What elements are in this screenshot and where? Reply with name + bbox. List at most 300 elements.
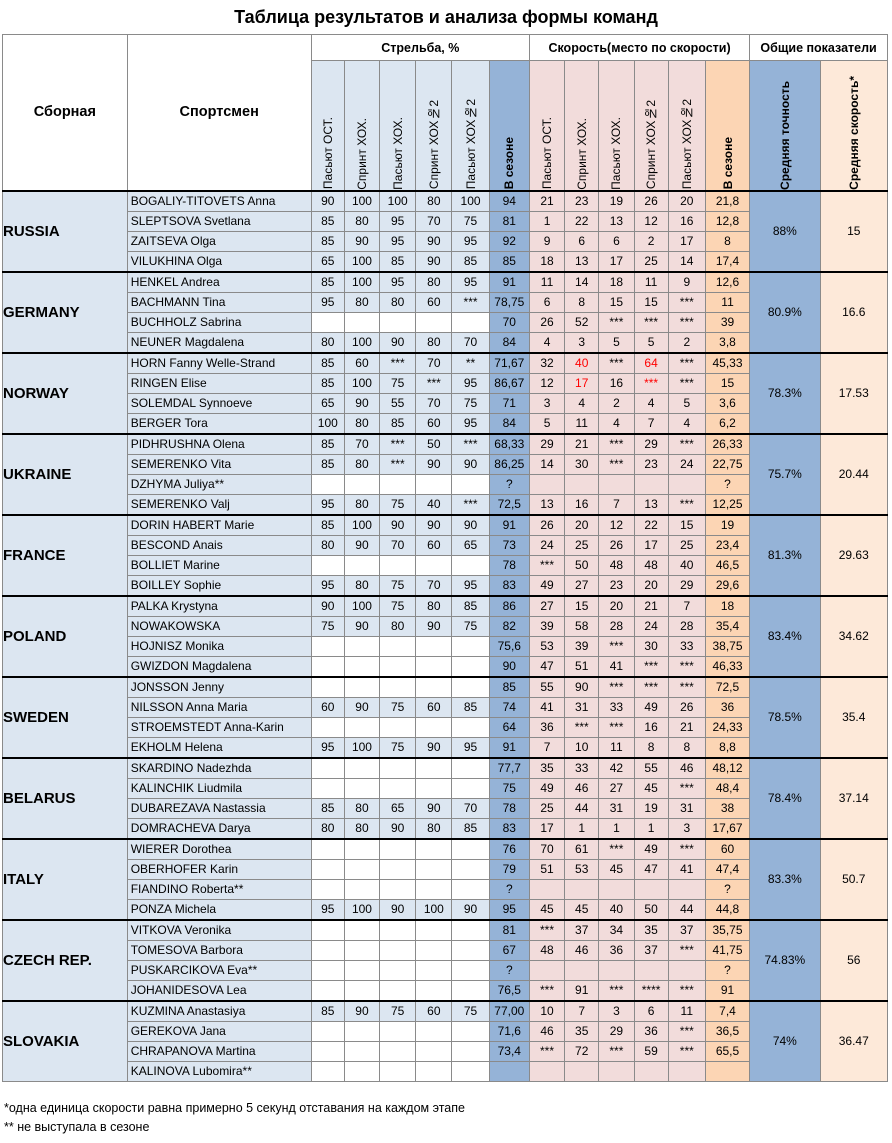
speed-cell: *** (668, 312, 705, 332)
shooting-cell: 60 (416, 413, 452, 434)
header-speed: Скорость(место по скорости) (529, 35, 749, 61)
speed-cell: 46 (529, 1021, 564, 1041)
shooting-cell (344, 717, 379, 737)
speed-season-cell: 36 (705, 697, 749, 717)
shooting-cell: 90 (380, 332, 416, 353)
speed-cell: 13 (634, 494, 668, 515)
shooting-cell: 90 (452, 899, 489, 920)
speed-cell: 15 (668, 515, 705, 536)
speed-cell: 6 (565, 231, 599, 251)
shooting-cell (380, 960, 416, 980)
shooting-season-cell: 94 (489, 191, 529, 212)
speed-cell: *** (668, 1041, 705, 1061)
athlete-name: BOLLIET Marine (127, 555, 311, 575)
shooting-cell (380, 920, 416, 941)
speed-season-cell: ? (705, 879, 749, 899)
speed-season-cell: 46,5 (705, 555, 749, 575)
speed-cell: *** (599, 717, 634, 737)
shooting-cell: 80 (416, 596, 452, 617)
speed-cell: 16 (668, 211, 705, 231)
speed-cell: 50 (634, 899, 668, 920)
shooting-cell: 100 (344, 373, 379, 393)
shooting-cell (416, 960, 452, 980)
speed-season-cell: 48,4 (705, 778, 749, 798)
speed-cell (634, 1061, 668, 1081)
shooting-cell: 90 (344, 393, 379, 413)
shooting-cell (416, 839, 452, 860)
speed-cell: *** (565, 717, 599, 737)
speed-cell: 58 (565, 616, 599, 636)
speed-cell: 90 (565, 677, 599, 698)
speed-cell: 2 (668, 332, 705, 353)
speed-cell: *** (668, 839, 705, 860)
speed-cell: 72 (565, 1041, 599, 1061)
speed-cell: 46 (565, 778, 599, 798)
athlete-name: BERGER Tora (127, 413, 311, 434)
speed-cell: 48 (529, 940, 564, 960)
shooting-cell: 40 (416, 494, 452, 515)
shooting-cell (311, 1061, 344, 1081)
speed-cell: 61 (565, 839, 599, 860)
shooting-cell (344, 636, 379, 656)
table-row (3, 434, 888, 455)
speed-cell (529, 474, 564, 494)
shooting-cell (311, 980, 344, 1001)
shooting-cell (311, 636, 344, 656)
athlete-name: SOLEMDAL Synnoeve (127, 393, 311, 413)
shooting-cell: 80 (416, 191, 452, 212)
speed-season-cell: 24,33 (705, 717, 749, 737)
speed-cell (565, 1061, 599, 1081)
speed-season-cell: 91 (705, 980, 749, 1001)
shooting-cell: 95 (452, 737, 489, 758)
shooting-cell (344, 758, 379, 779)
shooting-cell: 85 (311, 373, 344, 393)
speed-cell: 28 (599, 616, 634, 636)
speed-cell: 4 (565, 393, 599, 413)
shooting-cell: 95 (380, 231, 416, 251)
speed-cell: *** (668, 940, 705, 960)
team-avg-accuracy: 74.83% (750, 920, 820, 1001)
speed-season-cell: 60 (705, 839, 749, 860)
shooting-cell (380, 1061, 416, 1081)
speed-cell: 23 (599, 575, 634, 596)
shooting-cell: 85 (380, 413, 416, 434)
speed-cell: 49 (529, 778, 564, 798)
speed-cell: 21 (529, 191, 564, 212)
shooting-cell: 80 (380, 292, 416, 312)
team-name: ITALY (3, 839, 128, 920)
athlete-name: BESCOND Anais (127, 535, 311, 555)
athlete-name: GWIZDON Magdalena (127, 656, 311, 677)
athlete-name: HOJNISZ Monika (127, 636, 311, 656)
shooting-cell: 80 (344, 413, 379, 434)
shooting-cell: 90 (311, 596, 344, 617)
results-table (2, 34, 888, 1082)
speed-cell (668, 879, 705, 899)
shooting-cell: 65 (311, 251, 344, 272)
speed-cell: 5 (668, 393, 705, 413)
speed-season-cell: 45,33 (705, 353, 749, 374)
speed-cell (529, 960, 564, 980)
shooting-cell (311, 474, 344, 494)
team-name: BELARUS (3, 758, 128, 839)
shooting-season-cell: 75 (489, 778, 529, 798)
speed-cell: 34 (599, 920, 634, 941)
shooting-cell: 60 (416, 1001, 452, 1022)
shooting-cell: 80 (311, 332, 344, 353)
speed-cell: 8 (565, 292, 599, 312)
speed-cell: 25 (634, 251, 668, 272)
shooting-season-cell: 83 (489, 818, 529, 839)
shooting-cell: 90 (380, 818, 416, 839)
shooting-cell: 100 (344, 596, 379, 617)
speed-season-cell: 19 (705, 515, 749, 536)
speed-season-cell: 26,33 (705, 434, 749, 455)
shooting-cell: 60 (416, 697, 452, 717)
athlete-name: DUBAREZAVA Nastassia (127, 798, 311, 818)
speed-season-cell: 6,2 (705, 413, 749, 434)
table-row (3, 272, 888, 293)
athlete-name: KALINOVA Lubomira** (127, 1061, 311, 1081)
shooting-cell: 95 (452, 413, 489, 434)
shooting-cell (416, 980, 452, 1001)
table-row (3, 515, 888, 536)
shooting-cell: 95 (380, 211, 416, 231)
athlete-name: JOHANIDESOVA Lea (127, 980, 311, 1001)
speed-cell (599, 960, 634, 980)
shooting-cell (344, 879, 379, 899)
speed-cell: 18 (529, 251, 564, 272)
speed-season-cell: 38 (705, 798, 749, 818)
speed-cell: 3 (599, 1001, 634, 1022)
speed-cell: 20 (565, 515, 599, 536)
shooting-cell: 90 (344, 697, 379, 717)
shooting-season-cell: ? (489, 960, 529, 980)
shooting-season-cell: 91 (489, 272, 529, 293)
athlete-name: PONZA Michela (127, 899, 311, 920)
shooting-season-cell: 72,5 (489, 494, 529, 515)
speed-cell: 14 (529, 454, 564, 474)
speed-cell: 26 (529, 515, 564, 536)
header-overall: Общие показатели (750, 35, 888, 61)
speed-cell: 22 (565, 211, 599, 231)
speed-cell: 17 (668, 231, 705, 251)
speed-cell: *** (634, 312, 668, 332)
shooting-season-cell: 83 (489, 575, 529, 596)
shooting-cell: 100 (380, 191, 416, 212)
shooting-cell: 90 (344, 231, 379, 251)
speed-cell: 42 (599, 758, 634, 779)
athlete-name: PIDHRUSHNA Olena (127, 434, 311, 455)
athlete-name: STROEMSTEDT Anna-Karin (127, 717, 311, 737)
athlete-name: PALKA Krystyna (127, 596, 311, 617)
speed-cell: 5 (634, 332, 668, 353)
shooting-cell (311, 555, 344, 575)
shooting-cell: 75 (452, 1001, 489, 1022)
speed-cell: *** (599, 353, 634, 374)
shooting-cell: 80 (416, 272, 452, 293)
athlete-name: NILSSON Anna Maria (127, 697, 311, 717)
speed-cell: *** (634, 677, 668, 698)
speed-season-cell: 3,6 (705, 393, 749, 413)
shooting-cell: 80 (311, 535, 344, 555)
speed-cell: 47 (634, 859, 668, 879)
speed-cell: 26 (634, 191, 668, 212)
speed-season-cell: 21,8 (705, 191, 749, 212)
speed-cell: 6 (599, 231, 634, 251)
team-name: POLAND (3, 596, 128, 677)
speed-cell: *** (668, 494, 705, 515)
speed-cell: 51 (529, 859, 564, 879)
shooting-cell (380, 555, 416, 575)
shooting-cell: 95 (311, 737, 344, 758)
shooting-season-cell: 77,7 (489, 758, 529, 779)
speed-cell: 3 (529, 393, 564, 413)
speed-cell: *** (529, 920, 564, 941)
shooting-cell (452, 960, 489, 980)
speed-cell: 41 (668, 859, 705, 879)
shooting-cell (416, 940, 452, 960)
speed-cell: 7 (599, 494, 634, 515)
speed-season-cell (705, 1061, 749, 1081)
speed-cell: 9 (668, 272, 705, 293)
shooting-cell (311, 960, 344, 980)
speed-cell: *** (599, 1041, 634, 1061)
shooting-cell: 50 (416, 434, 452, 455)
shooting-cell: 90 (416, 616, 452, 636)
athlete-name: DORIN HABERT Marie (127, 515, 311, 536)
speed-cell: 12 (529, 373, 564, 393)
speed-cell: 39 (565, 636, 599, 656)
speed-cell: 70 (529, 839, 564, 860)
speed-cell (529, 1061, 564, 1081)
speed-cell (565, 960, 599, 980)
shooting-cell: 70 (452, 798, 489, 818)
shooting-cell: 95 (311, 575, 344, 596)
shooting-season-cell: 86,25 (489, 454, 529, 474)
speed-cell: 49 (634, 697, 668, 717)
shooting-cell: 85 (311, 211, 344, 231)
shooting-cell: 95 (311, 899, 344, 920)
col-header: Пасьют ХОХ. (380, 61, 416, 191)
speed-season-cell: 18 (705, 596, 749, 617)
table-row (3, 839, 888, 860)
speed-cell: 1 (565, 818, 599, 839)
team-avg-accuracy: 75.7% (750, 434, 820, 515)
shooting-cell: 90 (452, 515, 489, 536)
table-row (3, 191, 888, 212)
speed-season-cell: 35,4 (705, 616, 749, 636)
speed-cell: 1 (634, 818, 668, 839)
team-avg-accuracy: 78.5% (750, 677, 820, 758)
shooting-season-cell: 82 (489, 616, 529, 636)
team-avg-accuracy: 83.3% (750, 839, 820, 920)
shooting-cell: 85 (311, 1001, 344, 1022)
speed-cell: 29 (529, 434, 564, 455)
shooting-cell (344, 677, 379, 698)
shooting-cell (416, 312, 452, 332)
athlete-name: SKARDINO Nadezhda (127, 758, 311, 779)
shooting-season-cell: 95 (489, 899, 529, 920)
speed-cell: 20 (668, 191, 705, 212)
speed-cell: 51 (565, 656, 599, 677)
shooting-cell: 85 (452, 697, 489, 717)
shooting-cell (344, 1041, 379, 1061)
shooting-cell: 65 (311, 393, 344, 413)
shooting-cell: 95 (311, 494, 344, 515)
athlete-name: NEUNER Magdalena (127, 332, 311, 353)
athlete-name: BUCHHOLZ Sabrina (127, 312, 311, 332)
shooting-cell (380, 940, 416, 960)
athlete-name: BACHMANN Tina (127, 292, 311, 312)
speed-season-cell: 72,5 (705, 677, 749, 698)
shooting-cell (344, 656, 379, 677)
team-avg-speed: 37.14 (820, 758, 887, 839)
speed-cell: 29 (599, 1021, 634, 1041)
speed-cell: 91 (565, 980, 599, 1001)
speed-season-cell: 8,8 (705, 737, 749, 758)
shooting-cell (380, 980, 416, 1001)
athlete-name: OBERHOFER Karin (127, 859, 311, 879)
speed-cell: 21 (634, 596, 668, 617)
speed-cell: 8 (668, 737, 705, 758)
speed-cell: 21 (565, 434, 599, 455)
col-header-season: В сезоне (705, 61, 749, 191)
speed-season-cell: 65,5 (705, 1041, 749, 1061)
speed-cell: 33 (599, 697, 634, 717)
speed-cell (668, 960, 705, 980)
shooting-cell (416, 636, 452, 656)
athlete-name: EKHOLM Helena (127, 737, 311, 758)
athlete-name: GEREKOVA Jana (127, 1021, 311, 1041)
shooting-cell (311, 656, 344, 677)
shooting-cell: *** (452, 434, 489, 455)
speed-cell: 47 (529, 656, 564, 677)
shooting-cell (416, 778, 452, 798)
shooting-cell: 90 (311, 191, 344, 212)
shooting-season-cell: 76,5 (489, 980, 529, 1001)
speed-cell: 13 (599, 211, 634, 231)
shooting-cell: 90 (344, 535, 379, 555)
shooting-cell (380, 717, 416, 737)
table-row (3, 758, 888, 779)
shooting-cell (344, 960, 379, 980)
shooting-season-cell (489, 1061, 529, 1081)
speed-cell: 36 (529, 717, 564, 737)
shooting-cell: 70 (380, 535, 416, 555)
athlete-name: WIERER Dorothea (127, 839, 311, 860)
shooting-cell: 75 (380, 596, 416, 617)
shooting-season-cell: 85 (489, 677, 529, 698)
shooting-cell (452, 758, 489, 779)
speed-cell (565, 474, 599, 494)
shooting-cell: 65 (452, 535, 489, 555)
speed-cell: 15 (599, 292, 634, 312)
speed-cell: 36 (599, 940, 634, 960)
speed-cell: 17 (599, 251, 634, 272)
shooting-cell: 75 (380, 575, 416, 596)
shooting-cell (416, 555, 452, 575)
table-row (3, 677, 888, 698)
shooting-cell (416, 920, 452, 941)
speed-cell: 20 (634, 575, 668, 596)
speed-cell: 31 (599, 798, 634, 818)
shooting-season-cell: 71,67 (489, 353, 529, 374)
shooting-cell: 85 (311, 272, 344, 293)
speed-cell: *** (668, 434, 705, 455)
athlete-name: VILUKHINA Olga (127, 251, 311, 272)
speed-season-cell: 17,4 (705, 251, 749, 272)
speed-cell: 37 (668, 920, 705, 941)
speed-cell: 36 (634, 1021, 668, 1041)
speed-cell: 31 (565, 697, 599, 717)
shooting-cell (452, 656, 489, 677)
shooting-cell: 100 (452, 191, 489, 212)
shooting-cell: 80 (344, 211, 379, 231)
table-row (3, 596, 888, 617)
shooting-cell (452, 778, 489, 798)
shooting-cell (344, 839, 379, 860)
shooting-cell (380, 656, 416, 677)
speed-cell: 18 (599, 272, 634, 293)
shooting-season-cell: 73,4 (489, 1041, 529, 1061)
speed-cell: 2 (634, 231, 668, 251)
athlete-name: JONSSON Jenny (127, 677, 311, 698)
shooting-cell: 70 (416, 575, 452, 596)
speed-season-cell: ? (705, 960, 749, 980)
shooting-cell: 65 (380, 798, 416, 818)
speed-cell: 11 (565, 413, 599, 434)
shooting-cell: 95 (452, 373, 489, 393)
speed-cell: 44 (668, 899, 705, 920)
speed-cell: 35 (529, 758, 564, 779)
shooting-season-cell: 64 (489, 717, 529, 737)
shooting-cell: 75 (380, 373, 416, 393)
team-avg-speed: 29.63 (820, 515, 887, 596)
col-header: Пасьют ХОХ№2 (452, 61, 489, 191)
shooting-season-cell: 84 (489, 332, 529, 353)
speed-season-cell: 38,75 (705, 636, 749, 656)
speed-cell: 37 (634, 940, 668, 960)
speed-cell (599, 474, 634, 494)
speed-cell: 19 (599, 191, 634, 212)
shooting-season-cell: 78 (489, 555, 529, 575)
athlete-name: DOMRACHEVA Darya (127, 818, 311, 839)
shooting-season-cell: 78 (489, 798, 529, 818)
speed-cell: 26 (529, 312, 564, 332)
speed-cell: 22 (634, 515, 668, 536)
shooting-season-cell: ? (489, 879, 529, 899)
shooting-cell: 85 (311, 353, 344, 374)
speed-cell: 45 (599, 859, 634, 879)
speed-cell: 10 (529, 1001, 564, 1022)
shooting-season-cell: 74 (489, 697, 529, 717)
speed-cell: 4 (599, 413, 634, 434)
team-avg-speed: 17.53 (820, 353, 887, 434)
shooting-season-cell: 86 (489, 596, 529, 617)
team-avg-accuracy: 83.4% (750, 596, 820, 677)
team-avg-speed: 50.7 (820, 839, 887, 920)
shooting-cell (452, 940, 489, 960)
shooting-cell: 90 (416, 515, 452, 536)
speed-season-cell: 7,4 (705, 1001, 749, 1022)
shooting-cell: 90 (416, 737, 452, 758)
speed-cell: 13 (529, 494, 564, 515)
team-avg-speed: 15 (820, 191, 887, 272)
athlete-name: SEMERENKO Valj (127, 494, 311, 515)
col-header-season: В сезоне (489, 61, 529, 191)
